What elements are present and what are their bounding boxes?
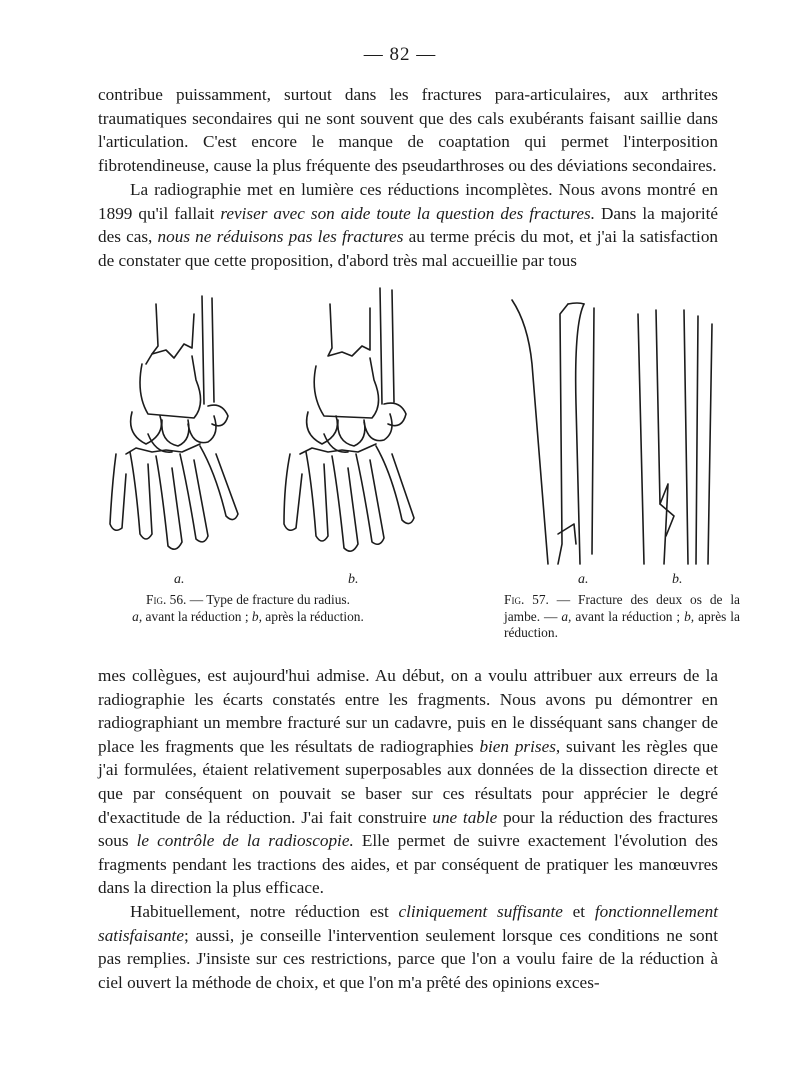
paragraph-1	[98, 83, 718, 177]
figure-57-caption-b-text: après la réduction.	[504, 608, 740, 640]
paragraph-4	[98, 900, 718, 994]
figure-56-caption	[108, 592, 388, 625]
figure-57-caption-a-text: avant la réduction ;	[571, 608, 685, 624]
figure-57-illustration	[498, 284, 738, 574]
paragraph-4-emphasis-2: fonctionnellement satisfaisante	[98, 902, 718, 945]
figure-57-caption-text: — Fracture des deux os de la jambe. —	[504, 592, 740, 624]
paragraph-3-text-c: pour la réduction des fractures sous	[98, 807, 718, 851]
paragraph-3-emphasis-3: le contrôle de la radioscopie.	[136, 831, 354, 851]
paragraph-3-emphasis-2: une table	[432, 807, 498, 827]
leg-fracture-panel-a	[512, 300, 594, 564]
figure-56-caption-text: — Type de fracture du radius.	[186, 592, 350, 607]
paragraph-3-text-d: Elle permet de suivre exactement l'évolution des fragments pendant les tractions des aides, et par conséquent de pratiquer les manœuvres dans la direction la plus efficace.	[98, 831, 718, 898]
paragraph-4-text-a: Habituellement, notre réduction est	[130, 902, 399, 921]
wrist-fracture-panel-a	[110, 296, 238, 549]
figure-56-caption-b: b,	[251, 608, 262, 624]
paragraph-2-text-c: au terme précis du mot, et j'ai la satisfaction de constater que cette proposition, d'abord très mal accueillie par tous	[98, 227, 719, 270]
paragraph-1-text: contribue puissamment, surtout dans les fractures para-articulaires, aux arthrites traumatiques secondaires qui ne sont souvent que des cals exubérants faisant saillie dans l'articulation. C'est encore le manque de coaptation qui permet l'interposition fibrotendineuse, cause la plus fréquente des pseudarthroses ou des déviations secondaires.	[98, 85, 718, 175]
figure-57-label-a: a.	[578, 572, 589, 587]
paragraph-2-emphasis-2: nous ne réduisons pas les fractures	[157, 227, 404, 247]
figure-56-caption-b-text: après la réduction.	[261, 608, 364, 624]
page-number: — 82 —	[363, 44, 437, 65]
paragraph-2-emphasis-1: reviser avec son aide toute la question des fractures.	[220, 203, 595, 223]
paragraph-3-text-a: mes collègues, est aujourd'hui admise. Au début, on a voulu attribuer aux erreurs de la radiographie les écarts constatés entre les fragments. Nous avons pu démontrer en radiographiant un membre fracturé sur un cadavre, puis en le disséquant sans changer de place les fragments que les résultats de radiographies	[98, 666, 718, 756]
wrist-fracture-panel-b	[284, 288, 414, 551]
leg-fracture-panel-b	[638, 310, 712, 564]
figure-56-label-b: b.	[348, 572, 359, 587]
paragraph-4-text-b: et	[562, 902, 595, 921]
paragraph-2	[98, 178, 718, 272]
figure-57-caption	[504, 592, 740, 642]
paragraph-4-text-c: ; aussi, je conseille l'intervention seulement lorsque ces conditions ne sont pas remplies. J'insiste sur ces restrictions, parce que l'on a voulu faire de la réduction à ciel ouvert la méthode de choix, et que l'on m'a prêté des opinions exces-	[98, 925, 718, 992]
paragraph-3-text-b: , suivant les règles que j'ai formulées, étaient relativement superposables aux données de la dissection directe et que par conséquent on pouvait se baser sur ces résultats pour apprécier le degré d'exactitude de la réduction. J'ai fait construire	[98, 736, 719, 827]
figure-57-caption-a: a,	[561, 608, 572, 624]
figure-57-caption-b: b,	[684, 608, 695, 624]
figure-56-caption-a: a,	[132, 608, 143, 624]
figure-56-label-a: a.	[174, 572, 185, 587]
paragraph-2-text-b: Dans la majorité des cas,	[98, 203, 719, 247]
paragraph-4-emphasis-1: cliniquement suffisante	[398, 902, 563, 921]
paragraph-3	[98, 664, 718, 900]
figure-56-illustration	[96, 284, 426, 574]
figure-56-caption-head: Fig. 56.	[146, 592, 187, 607]
figure-57-caption-head: Fig. 57.	[504, 592, 549, 607]
paragraph-3-emphasis-1: bien prises	[479, 736, 556, 756]
figure-56-caption-a-text: avant la réduction ;	[142, 608, 252, 624]
paragraph-2-text-a: La radiographie met en lumière ces réductions incomplètes. Nous avons montré en 1899 qu'il fallait	[98, 180, 718, 223]
figure-57-label-b: b.	[672, 572, 683, 587]
